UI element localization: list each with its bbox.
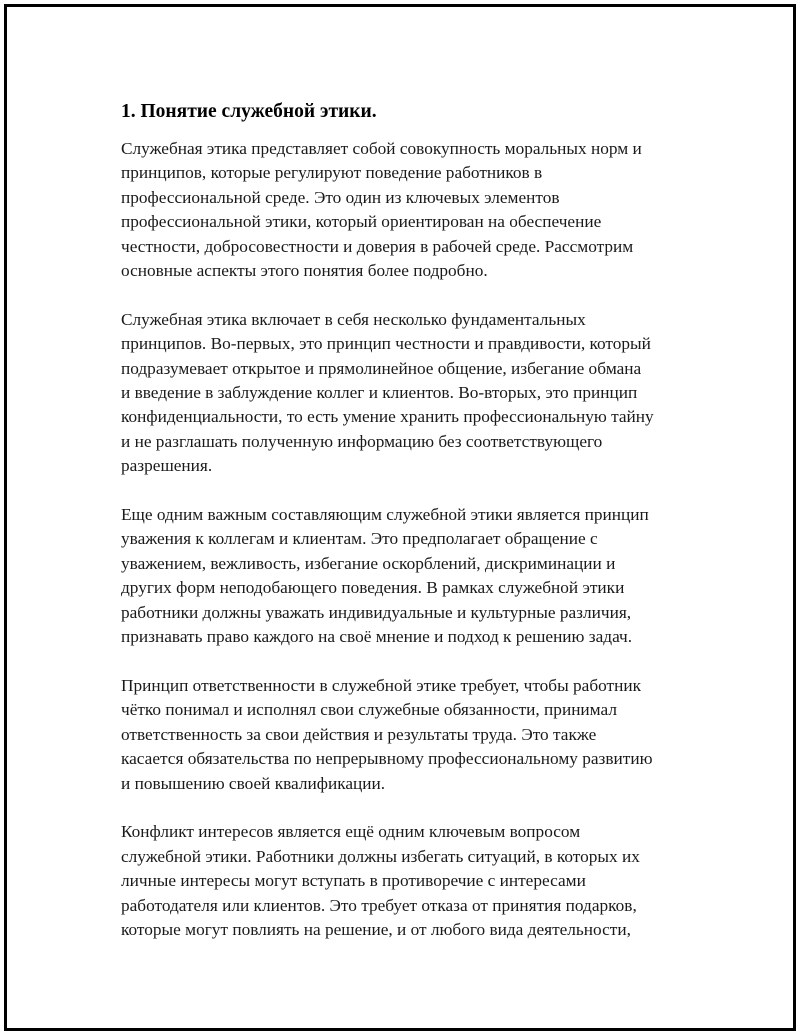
paragraph-4: Принцип ответственности в служебной этике требует, чтобы работник чётко понимал и исполнял свои служебные обязанности, принимал ответственность за свои действия и результаты труда. Это также касается обязательства по непрерывному профессиональному развитию и повышению своей квалификации. bbox=[121, 675, 653, 793]
page-frame bbox=[4, 4, 796, 1031]
document-content bbox=[121, 100, 701, 967]
paragraph-1: Служебная этика представляет собой совокупность моральных норм и принципов, которые регулируют поведение работников в профессиональной среде. Это один из ключевых элементов профессиональной этики, который ориентирован на обеспечение честности, добросовестности и доверия в рабочей среде. Рассмотрим основные аспекты этого понятия более подробно. bbox=[121, 139, 642, 281]
section-heading: 1. Понятие служебной этики. bbox=[121, 101, 377, 122]
paragraph-5: Конфликт интересов является ещё одним ключевым вопросом служебной этики. Работники должны избегать ситуаций, в которых их личные интересы могут вступать в противоречие с интересами работодателя или клиентов. Это требует отказа от принятия подарков, которые могут повлиять на решение, и от любого вида деятельности, bbox=[121, 822, 640, 939]
paragraph-2: Служебная этика включает в себя несколько фундаментальных принципов. Во-первых, это принцип честности и правдивости, который подразумевает открытое и прямолинейное общение, избегание обмана и введение в заблуждение коллег и клиентов. Во-вторых, это принцип конфиденциальности, то есть умение хранить профессиональную тайну и не разглашать полученную информацию без соответствующего разрешения. bbox=[121, 309, 654, 476]
paragraph-3: Еще одним важным составляющим служебной этики является принцип уважения к коллегам и клиентам. Это предполагает обращение с уважением, вежливость, избегание оскорблений, дискриминации и других форм неподобающего поведения. В рамках служебной этики работники должны уважать индивидуальные и культурные различия, признавать право каждого на своё мнение и подход к решению задач. bbox=[121, 505, 649, 647]
